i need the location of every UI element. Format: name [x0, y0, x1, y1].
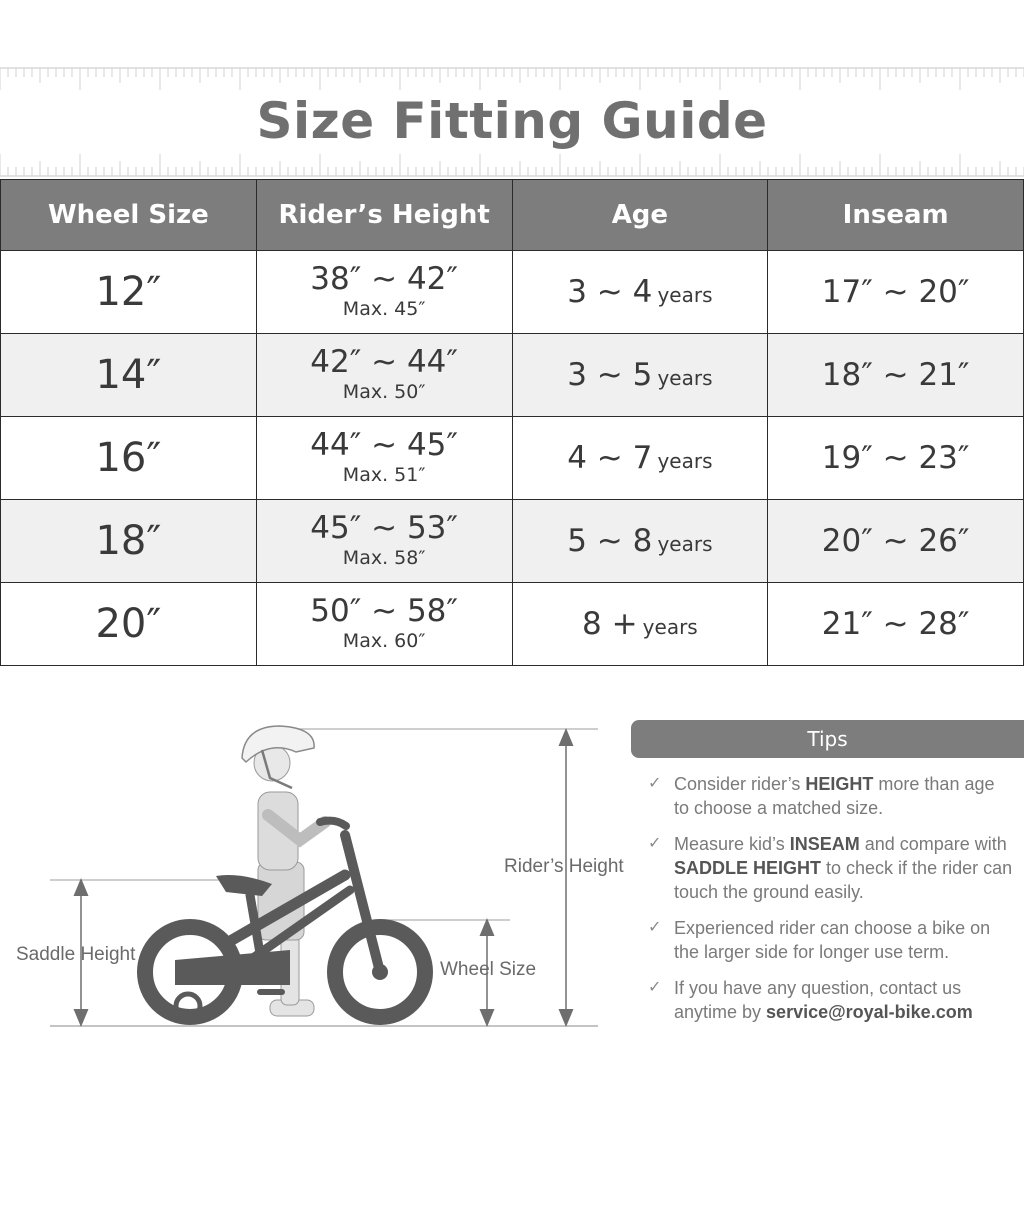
header-wheel-size: Wheel Size	[1, 180, 257, 251]
inseam-cell: 20″ ~ 26″	[768, 500, 1024, 583]
tip-item: ✓ If you have any question, contact us anytime by service@royal-bike.com	[648, 978, 973, 1022]
bike-fitting-diagram	[0, 700, 630, 1040]
check-icon: ✓	[648, 919, 662, 936]
inseam-cell: 17″ ~ 20″	[768, 251, 1024, 334]
header-riders-height: Rider’s Height	[256, 180, 512, 251]
table-row	[1, 251, 1024, 334]
wheel-size-cell: 20″	[1, 583, 257, 666]
tip-item: ✓ Experienced rider can choose a bike on the larger side for longer use term.	[648, 918, 991, 962]
riders-height-cell: 38″ ~ 42″ Max. 45″	[256, 251, 512, 334]
ruler-bottom-decoration	[0, 148, 1024, 178]
support-email-link[interactable]: service@royal-bike.com	[766, 1002, 973, 1022]
age-cell: 3 ~ 5 years	[512, 334, 768, 417]
riders-height-cell: 50″ ~ 58″ Max. 60″	[256, 583, 512, 666]
inseam-cell: 19″ ~ 23″	[768, 417, 1024, 500]
tips-header: Tips	[631, 720, 1024, 758]
riders-height-cell: 42″ ~ 44″ Max. 50″	[256, 334, 512, 417]
age-cell: 3 ~ 4 years	[512, 251, 768, 334]
age-cell: 8 + years	[512, 583, 768, 666]
inseam-cell: 21″ ~ 28″	[768, 583, 1024, 666]
wheel-size-label: Wheel Size	[440, 959, 537, 980]
wheel-size-cell: 16″	[1, 417, 257, 500]
age-cell: 5 ~ 8 years	[512, 500, 768, 583]
riders-height-cell: 45″ ~ 53″ Max. 58″	[256, 500, 512, 583]
table-row	[1, 417, 1024, 500]
riders-height-cell: 44″ ~ 45″ Max. 51″	[256, 417, 512, 500]
table-row	[1, 583, 1024, 666]
check-icon: ✓	[648, 979, 662, 996]
table-header-row	[1, 180, 1024, 251]
riders-height-label: Rider’s Height	[504, 856, 624, 877]
wheel-size-cell: 18″	[1, 500, 257, 583]
page-title: Size Fitting Guide	[256, 92, 768, 150]
tip-item: ✓ Measure kid’s INSEAM and compare with SADDLE HEIGHT to check if the rider can touch the ground easily.	[648, 834, 1013, 902]
size-table	[0, 179, 1024, 666]
tips-list	[644, 772, 1014, 1036]
wheel-size-cell: 14″	[1, 334, 257, 417]
check-icon: ✓	[648, 775, 662, 792]
table-row	[1, 334, 1024, 417]
check-icon: ✓	[648, 835, 662, 852]
age-cell: 4 ~ 7 years	[512, 417, 768, 500]
inseam-cell: 18″ ~ 21″	[768, 334, 1024, 417]
header-age: Age	[512, 180, 768, 251]
header-inseam: Inseam	[768, 180, 1024, 251]
saddle-height-label: Saddle Height	[16, 944, 136, 965]
wheel-size-cell: 12″	[1, 251, 257, 334]
table-row	[1, 500, 1024, 583]
tip-item: ✓ Consider rider’s HEIGHT more than age to choose a matched size.	[648, 774, 995, 818]
